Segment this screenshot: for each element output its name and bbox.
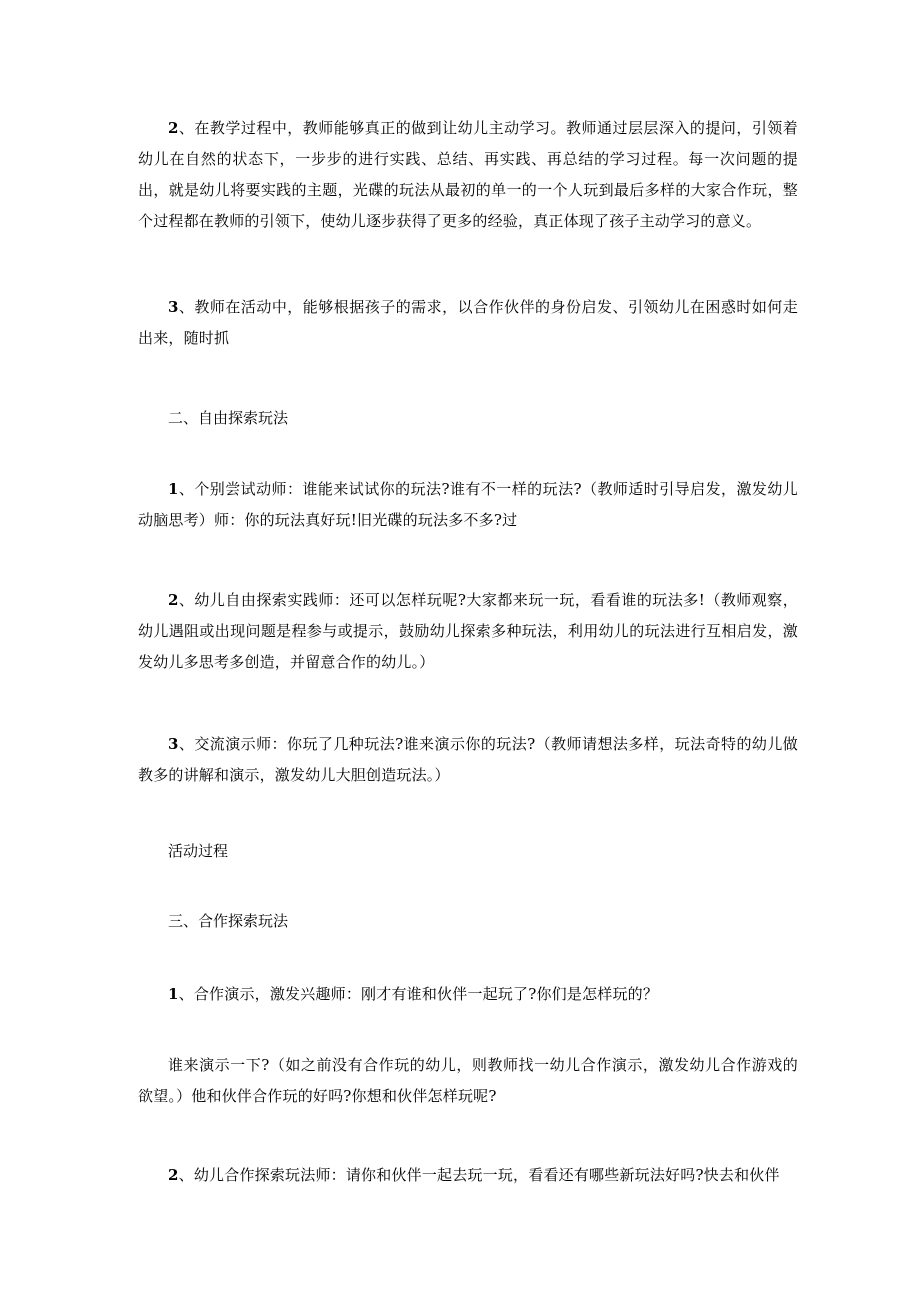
- paragraph-cooperative-practice: [138, 1160, 798, 1191]
- section-heading-activity-process: 活动过程: [168, 842, 229, 860]
- paragraph-teacher-guidance: [138, 113, 798, 237]
- paragraph-individual-try: [138, 474, 798, 536]
- paragraph-free-practice: [138, 585, 798, 678]
- paragraph-text: 谁来演示一下?（如之前没有合作玩的幼儿，则教师找一幼儿合作演示，激发幼儿合作游戏的欲望。）他和伙伴合作玩的好吗?你想和伙伴怎样玩呢?: [138, 1056, 798, 1105]
- paragraph-number: 2: [168, 119, 179, 137]
- section-heading-free-exploration: 二、自由探索玩法: [168, 409, 289, 427]
- paragraph-text: 、幼儿自由探索实践师：还可以怎样玩呢?大家都来玩一玩，看看谁的玩法多!（教师观察，幼儿遇阻或出现问题是程参与或提示，鼓励幼儿探索多种玩法，利用幼儿的玩法进行互相启发，激发幼儿多思考多创造，并留意合作的幼儿。）: [138, 591, 798, 671]
- paragraph-text: 、合作演示，激发兴趣师：刚才有谁和伙伴一起玩了?你们是怎样玩的？: [178, 985, 659, 1003]
- paragraph-who-demonstrates: [138, 1050, 798, 1112]
- paragraph-number: 3: [168, 735, 179, 753]
- paragraph-number: 3: [168, 298, 179, 316]
- paragraph-number: 2: [168, 591, 179, 609]
- paragraph-text: 、个别尝试动师：谁能来试试你的玩法?谁有不一样的玩法?（教师适时引导启发，激发幼儿动脑思考）师：你的玩法真好玩!旧光碟的玩法多不多?过: [138, 480, 798, 529]
- paragraph-teacher-partner: [138, 292, 798, 354]
- paragraph-text: 、幼儿合作探索玩法师：请你和伙伴一起去玩一玩，看看还有哪些新玩法好吗?快去和伙伴: [178, 1166, 780, 1184]
- paragraph-exchange-demo: [138, 729, 798, 791]
- paragraph-number: 1: [168, 985, 179, 1003]
- section-heading-cooperative-exploration: 三、合作探索玩法: [168, 912, 289, 930]
- paragraph-number: 2: [168, 1166, 179, 1184]
- paragraph-text: 、教师在活动中，能够根据孩子的需求，以合作伙伴的身份启发、引领幼儿在困惑时如何走出来，随时抓: [138, 298, 798, 347]
- paragraph-number: 1: [168, 480, 179, 498]
- paragraph-text: 、在教学过程中，教师能够真正的做到让幼儿主动学习。教师通过层层深入的提问，引领着幼儿在自然的状态下，一步步的进行实践、总结、再实践、再总结的学习过程。每一次问题的提出，就是幼儿将要实践的主题，光碟的玩法从最初的单一的一个人玩到最后多样的大家合作玩，整个过程都在教师的引领下，使幼儿逐步获得了更多的经验，真正体现了孩子主动学习的意义。: [138, 119, 798, 230]
- paragraph-text: 、交流演示师：你玩了几种玩法?谁来演示你的玩法?（教师请想法多样，玩法奇特的幼儿做教多的讲解和演示，激发幼儿大胆创造玩法。）: [138, 735, 798, 784]
- paragraph-cooperative-demo: [138, 979, 798, 1010]
